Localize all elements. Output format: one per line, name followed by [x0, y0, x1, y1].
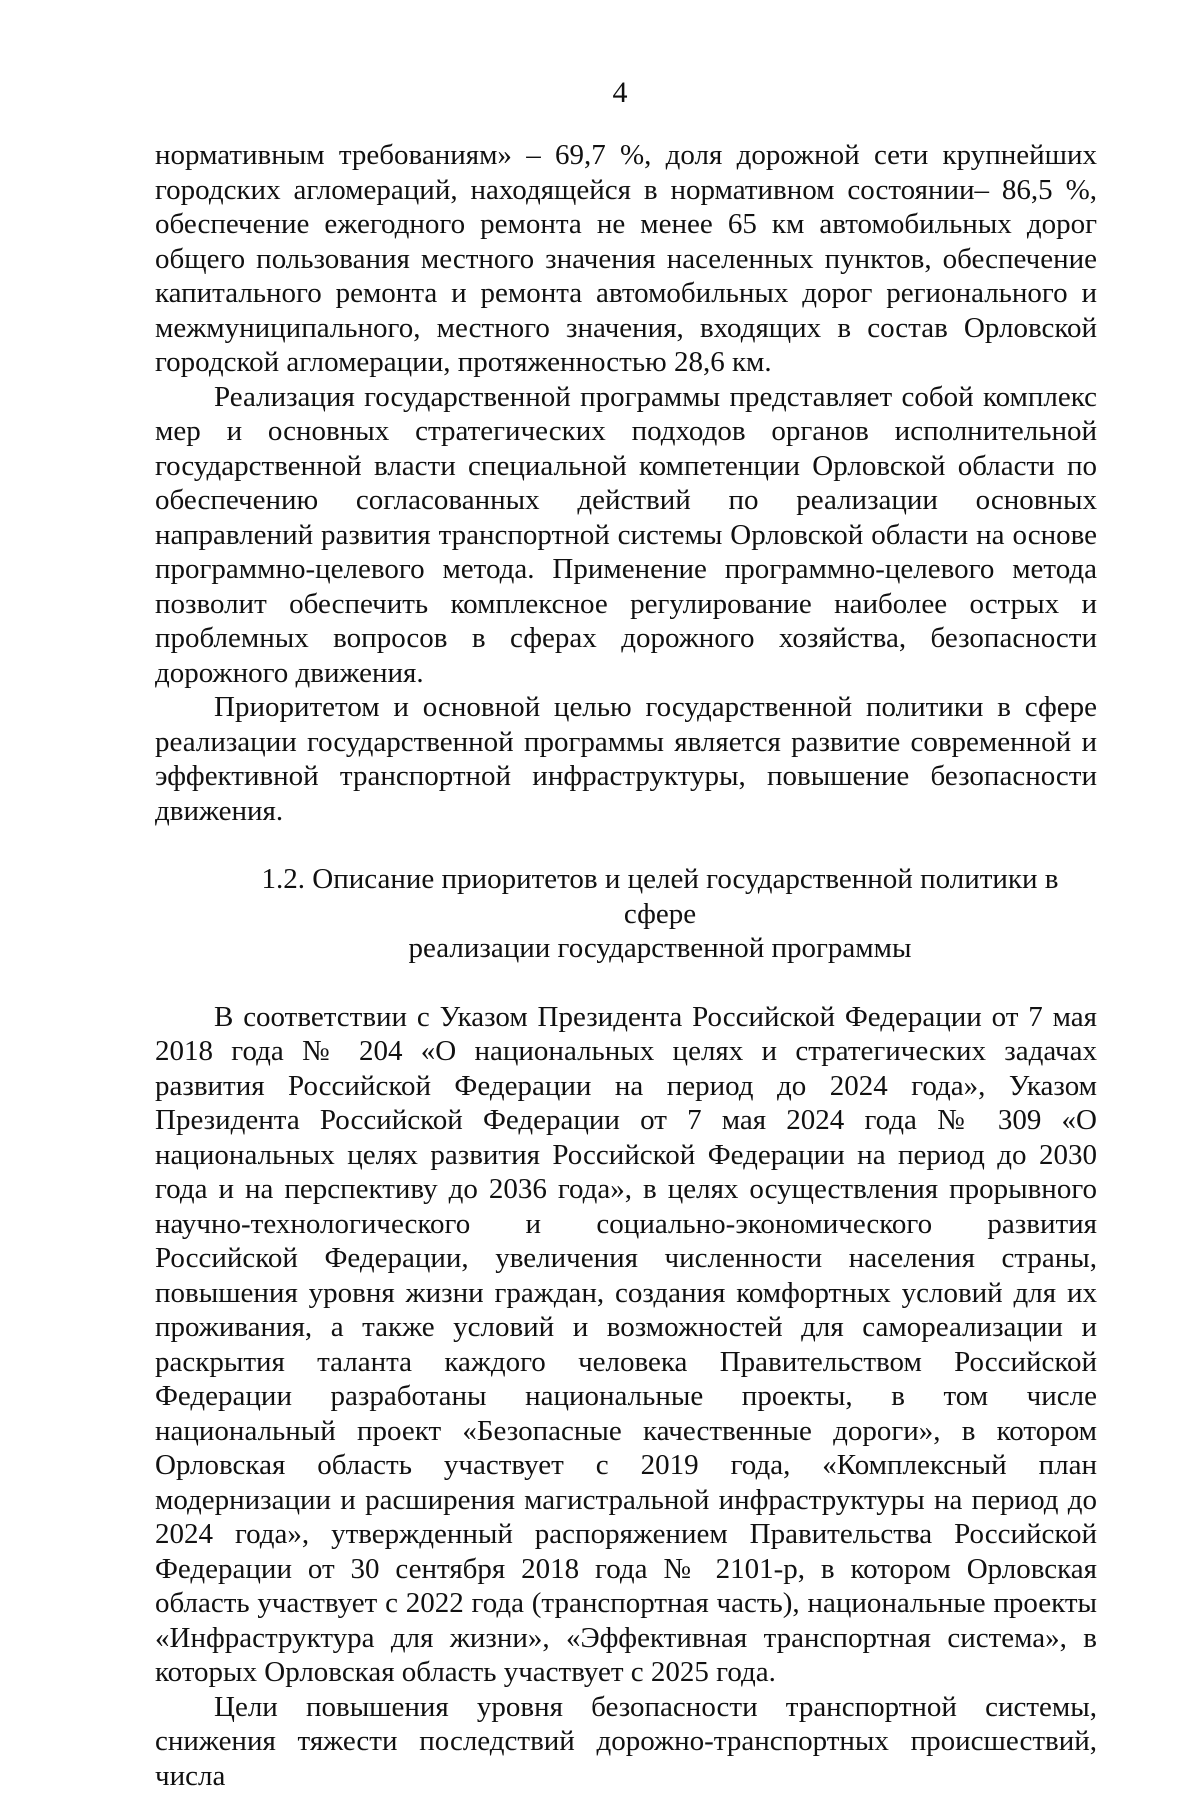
- section-heading-line-1: 1.2. Описание приоритетов и целей государственной политики в сфере: [223, 862, 1097, 931]
- paragraph-priority-goal: Приоритетом и основной целью государственной политики в сфере реализации государственной программы является развитие современной и эффективной транспортной инфраструктуры, повышение безопасности движения.: [155, 690, 1097, 828]
- paragraph-program-implementation: Реализация государственной программы представляет собой комплекс мер и основных стратегических подходов органов исполнительной государственной власти специальной компетенции Орловской области по обеспечению согласованных действий по реализации основных направлений развития транспортной системы Орловской области на основе программно-целевого метода. Применение программно-целевого метода позволит обеспечить комплексное регулирование наиболее острых и проблемных вопросов в сферах дорожного хозяйства, безопасности дорожного движения.: [155, 380, 1097, 691]
- section-heading: [155, 862, 1097, 966]
- paragraph-presidential-decree: В соответствии с Указом Президента Российской Федерации от 7 мая 2018 года № 204 «О национальных целях и стратегических задачах развития Российской Федерации на период до 2024 года», Указом Президента Российской Федерации от 7 мая 2024 года № 309 «О национальных целях развития Российской Федерации на период до 2030 года и на перспективу до 2036 года», в целях осуществления прорывного научно-технологического и социально-экономического развития Российской Федерации, увеличения численности населения страны, повышения уровня жизни граждан, создания комфортных условий для их проживания, а также условий и возможностей для самореализации и раскрытия таланта каждого человека Правительством Российской Федерации разработаны национальные проекты, в том числе национальный проект «Безопасные качественные дороги», в котором Орловская область участвует с 2019 года, «Комплексный план модернизации и расширения магистральной инфраструктуры на период до 2024 года», утвержденный распоряжением Правительства Российской Федерации от 30 сентября 2018 года № 2101-р, в котором Орловская область участвует с 2022 года (транспортная часть), национальные проекты «Инфраструктура для жизни», «Эффективная транспортная система», в которых Орловская область участвует с 2025 года.: [155, 1000, 1097, 1690]
- document-body: [155, 138, 1097, 1793]
- paragraph-safety-goals: Цели повышения уровня безопасности транспортной системы, снижения тяжести последствий дорожно-транспортных происшествий, числа: [155, 1690, 1097, 1793]
- page-number: 4: [0, 76, 1200, 110]
- section-heading-line-2: реализации государственной программы: [223, 931, 1097, 966]
- paragraph-continuation: нормативным требованиям» – 69,7 %, доля дорожной сети крупнейших городских агломераций, находящейся в нормативном состоянии– 86,5 %, обеспечение ежегодного ремонта не менее 65 км автомобильных дорог общего пользования местного значения населенных пунктов, обеспечение капитального ремонта и ремонта автомобильных дорог регионального и межмуниципального, местного значения, входящих в состав Орловской городской агломерации, протяженностью 28,6 км.: [155, 138, 1097, 380]
